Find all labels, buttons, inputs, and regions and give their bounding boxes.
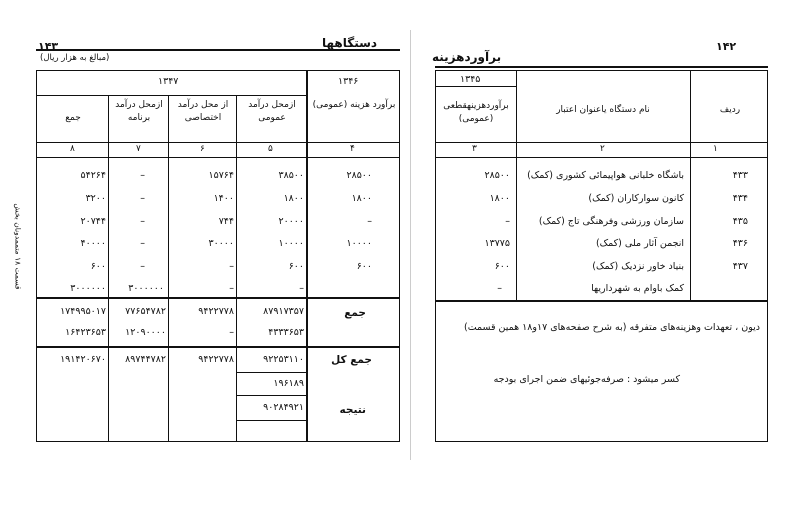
col-divider (516, 70, 517, 300)
cell: ۳۰۰۰۰۰۰ (70, 283, 106, 294)
col-divider (236, 95, 237, 442)
cell: – (140, 261, 145, 272)
amount: ۱۳۷۷۵ (484, 238, 510, 249)
cell: ۶۰۰ (356, 261, 372, 272)
cell: – (367, 216, 372, 227)
cell: – (140, 170, 145, 181)
amount: – (497, 283, 502, 294)
header-final-estimate: برآوردهزینهقطعی (عمومی) (443, 101, 509, 124)
cell: ۸۹۷۴۴۷۸۲ (125, 354, 166, 365)
agency-name: باشگاه خلبانی هواپیمائی کشوری (کمک) (527, 170, 684, 181)
debts-note: دیون ، تعهدات وهزینه‌های متفرقه (به شرح صفحه‌های ۱۷و۱۸ همین قسمت) (463, 322, 760, 333)
row-id: ۴۳۷ (732, 261, 748, 272)
right-header-rule (435, 66, 768, 68)
col-number: ۵ (268, 144, 273, 154)
col-number: ۴ (350, 144, 355, 154)
header-total: جمع (65, 113, 81, 123)
cell: ۳۰۰۰۰۰۰ (128, 283, 164, 294)
cell: ۱۰۰۰۰ (278, 238, 304, 249)
col-divider (306, 70, 308, 442)
cell: ۳۰۰۰۰ (208, 238, 234, 249)
row-id: ۴۳۶ (732, 238, 748, 249)
cell: ۱۶۴۲۳۶۵۳ (65, 327, 106, 338)
cell: ۱۸۰۰ (351, 193, 372, 204)
result-value: ۹۰۲۸۴۹۲۱ (263, 402, 304, 413)
cell: ۲۰۰۰۰ (278, 216, 304, 227)
row-id: ۴۳۴ (732, 193, 748, 204)
unit-note: (مبالغ به هزار ریال) (40, 53, 110, 63)
row-divider (36, 95, 306, 96)
cell: ۱۷۴۹۹۵۰۱۷ (60, 306, 106, 317)
header-general-revenue: ازمحل درآمد عمومی (248, 100, 296, 123)
cell: ۷۷۶۵۴۷۸۲ (125, 306, 166, 317)
row-divider (435, 157, 768, 158)
col-number: ۳ (472, 144, 477, 154)
row-divider (236, 420, 306, 421)
col-number: ۱ (713, 144, 718, 154)
cell: – (229, 327, 234, 338)
cell: ۲۰۷۴۴ (80, 216, 106, 227)
col-divider (168, 95, 169, 442)
row-divider (36, 297, 400, 299)
cell: ۷۴۴ (218, 216, 234, 227)
cell: ۱۸۰۰ (283, 193, 304, 204)
cell: ۹۴۲۲۷۷۸ (198, 306, 234, 317)
right-page-number: ۱۴۲ (716, 40, 737, 53)
cell: ۱۲۰۹۰۰۰۰ (125, 327, 166, 338)
cell: ۲۸۵۰۰ (346, 170, 372, 181)
cell: – (140, 216, 145, 227)
row-divider (236, 395, 306, 396)
row-divider (236, 372, 306, 373)
header-program-revenue: ازمحل درآمد برنامه (115, 100, 163, 123)
col-number: ۸ (70, 144, 75, 154)
cell: ۹۲۲۵۳۱۱۰ (263, 354, 304, 365)
amount: ۶۰۰ (494, 261, 510, 272)
deduct-value: ۱۹۶۱۸۹ (273, 378, 304, 389)
amount: ۱۸۰۰ (489, 193, 510, 204)
left-table (36, 70, 400, 442)
cell: ۸۷۹۱۷۳۵۷ (263, 306, 304, 317)
agency-name: سازمان ورزشی وفرهنگی تاج (کمک) (538, 216, 684, 227)
grand-total-label: جمع کل (331, 354, 372, 366)
header-cost-estimate: برآورد هزینه (عمومی) (312, 100, 396, 110)
cell: ۱۴۰۰ (213, 193, 234, 204)
header-agency-name: نام دستگاه یاعنوان اعتبار (556, 105, 650, 115)
year-1347: ۱۳۴۷ (158, 76, 179, 87)
row-id: ۴۳۳ (732, 170, 748, 181)
cell: – (229, 283, 234, 294)
cell: ۵۴۲۶۴ (80, 170, 106, 181)
cell: ۳۸۵۰۰ (278, 170, 304, 181)
col-number: ۲ (600, 144, 605, 154)
row-id: ۴۳۵ (732, 216, 748, 227)
left-page-number: ۱۴۳ (38, 40, 59, 53)
col-divider (690, 70, 691, 300)
header-row-number: ردیف (719, 105, 741, 115)
cell: ۳۲۰۰ (85, 193, 106, 204)
cell: ۶۰۰ (288, 261, 304, 272)
cell: ۱۵۷۶۴ (208, 170, 234, 181)
side-note: قسمت ۱۸ متممدونان بخش (13, 203, 23, 290)
deduct-note: کسر میشود : صرفه‌جوئیهای ضمن اجرای بودجه (493, 374, 680, 385)
row-divider (435, 300, 768, 302)
col-divider (108, 95, 109, 442)
agency-name: کانون سوارکاران (کمک) (588, 193, 684, 204)
page-gutter (410, 30, 411, 460)
sum-label: جمع (344, 307, 366, 319)
amount: – (505, 216, 510, 227)
header-dedicated-revenue: از محل درآمد اختصاصی (177, 100, 229, 123)
row-divider (36, 346, 400, 348)
agency-name: کمک باوام به شهرداریها (591, 283, 684, 294)
cell: – (299, 283, 304, 294)
row-divider (36, 142, 400, 143)
left-header-rule (36, 49, 400, 51)
cell: ۶۰۰ (90, 261, 106, 272)
left-page-title: دستگاهها (322, 36, 378, 50)
col-number: ۷ (136, 144, 141, 154)
row-divider (435, 86, 516, 87)
result-label: نتیجه (339, 404, 366, 416)
cell: ۴۰۰۰۰ (80, 238, 106, 249)
cell: ۱۰۰۰۰ (346, 238, 372, 249)
row-divider (36, 157, 400, 158)
cell: – (229, 261, 234, 272)
row-divider (435, 142, 768, 143)
right-page-title: برآوردهزینه (432, 50, 502, 64)
cell: ۴۳۳۳۶۵۳ (268, 327, 304, 338)
cell: ۱۹۱۴۲۰۶۷۰ (60, 354, 106, 365)
agency-name: بنیاد خاور نزدیک (کمک) (592, 261, 684, 272)
cell: – (140, 193, 145, 204)
col-number: ۶ (200, 144, 205, 154)
cell: – (140, 238, 145, 249)
cell: ۹۴۲۲۷۷۸ (198, 354, 234, 365)
year-1346: ۱۳۴۶ (338, 76, 359, 87)
year-1345: ۱۳۴۵ (460, 74, 481, 85)
agency-name: انجمن آثار ملی (کمک) (595, 238, 684, 249)
amount: ۲۸۵۰۰ (484, 170, 510, 181)
